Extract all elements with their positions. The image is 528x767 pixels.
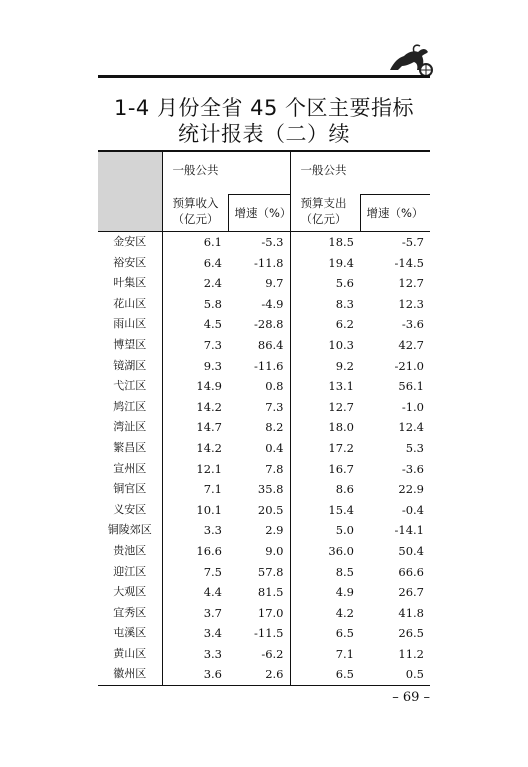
revenue-growth-value: -11.8 — [254, 255, 284, 270]
expenditure-value: 17.2 — [290, 438, 360, 459]
district-name: 贵池区 — [98, 541, 162, 562]
expenditure-growth-value: 5.3 — [405, 440, 424, 455]
expenditure-value: 8.3 — [290, 294, 360, 315]
revenue-growth-value: 17.0 — [257, 605, 284, 620]
revenue-growth-value: -28.8 — [254, 317, 284, 332]
revenue-growth-value: 2.6 — [228, 664, 290, 685]
table-row — [98, 397, 430, 418]
header-expenditure-line1: 一般公共 — [290, 151, 430, 195]
revenue-value: 14.2 — [196, 440, 222, 455]
header-revenue-label — [162, 195, 228, 232]
table-row — [98, 438, 430, 459]
expenditure-growth-value: 41.8 — [398, 605, 424, 620]
expenditure-growth-value: -0.4 — [401, 502, 424, 517]
district-name: 繁昌区 — [98, 438, 162, 459]
district-name: 花山区 — [98, 294, 162, 315]
table-row — [98, 479, 430, 500]
expenditure-value: 5.6 — [290, 273, 360, 294]
district-name: 大观区 — [98, 582, 162, 603]
expenditure-growth-value: -14.5 — [394, 255, 424, 270]
expenditure-growth-value: 56.1 — [398, 379, 424, 394]
expenditure-growth-value: 66.6 — [398, 564, 424, 579]
revenue-growth-value: -11.5 — [254, 626, 284, 641]
district-name: 铜陵郊区 — [98, 520, 162, 541]
district-name: 黄山区 — [98, 644, 162, 665]
table-row — [98, 459, 430, 480]
expenditure-value: 8.6 — [290, 479, 360, 500]
expenditure-growth-value: 12.3 — [398, 296, 424, 311]
revenue-growth-value: -5.3 — [261, 235, 284, 249]
table-row — [98, 664, 430, 685]
horse-carriage-logo — [384, 40, 436, 78]
revenue-value: 14.2 — [196, 399, 222, 414]
revenue-growth-value: 0.4 — [265, 440, 284, 455]
expenditure-growth-value: -21.0 — [394, 358, 424, 373]
expenditure-value: 36.0 — [290, 541, 360, 562]
table-row — [98, 500, 430, 521]
expenditure-growth-value: 12.4 — [398, 420, 424, 435]
header-revenue-line3: （亿元） — [172, 211, 219, 226]
revenue-growth-value: -4.9 — [261, 296, 284, 311]
revenue-growth-value: 20.5 — [257, 502, 284, 517]
header-expenditure-growth: 增速（%） — [360, 195, 430, 232]
expenditure-value: 13.1 — [290, 376, 360, 397]
revenue-value: 4.5 — [203, 317, 222, 332]
expenditure-growth-value: -3.6 — [401, 461, 424, 476]
district-name: 迎江区 — [98, 562, 162, 583]
revenue-growth-value: 0.8 — [265, 379, 284, 394]
expenditure-value: 6.5 — [290, 623, 360, 644]
expenditure-value: 8.5 — [290, 562, 360, 583]
revenue-value: 3.3 — [203, 646, 222, 661]
district-name: 宣州区 — [98, 459, 162, 480]
expenditure-growth-value: 26.5 — [398, 626, 424, 641]
page-title-line1: 1-4 月份全省 45 个区主要指标 — [113, 96, 415, 120]
revenue-value: 16.6 — [196, 543, 222, 558]
expenditure-value: 4.9 — [290, 582, 360, 603]
expenditure-value: 4.2 — [290, 603, 360, 624]
revenue-value: 2.4 — [203, 276, 222, 291]
table-row — [98, 623, 430, 644]
revenue-growth-value: 81.5 — [257, 585, 284, 600]
revenue-growth-value: 2.9 — [265, 523, 284, 538]
revenue-value: 9.3 — [203, 358, 222, 373]
page-number: – 69 – — [392, 690, 430, 705]
district-name: 屯溪区 — [98, 623, 162, 644]
revenue-value: 5.8 — [203, 296, 222, 311]
statistics-table — [98, 150, 430, 686]
expenditure-value: 9.2 — [290, 356, 360, 377]
table-row — [98, 314, 430, 335]
expenditure-value: 18.0 — [290, 417, 360, 438]
expenditure-growth-value: 26.7 — [398, 585, 424, 600]
table-row — [98, 273, 430, 294]
expenditure-value: 15.4 — [290, 500, 360, 521]
revenue-value: 7.3 — [203, 337, 222, 352]
revenue-growth-value: 7.8 — [265, 461, 284, 476]
district-name: 弋江区 — [98, 376, 162, 397]
district-name: 裕安区 — [98, 253, 162, 274]
district-name: 鸠江区 — [98, 397, 162, 418]
header-revenue-line2: 预算收入 — [172, 195, 219, 210]
table-row — [98, 356, 430, 377]
expenditure-growth-value: 11.2 — [398, 646, 424, 661]
district-name: 博望区 — [98, 335, 162, 356]
table-row — [98, 541, 430, 562]
revenue-growth-value: -11.6 — [254, 358, 284, 373]
district-name: 宜秀区 — [98, 603, 162, 624]
page-title-line2: 统计报表（二）续 — [178, 122, 350, 146]
expenditure-value: 7.1 — [290, 644, 360, 665]
district-name: 叶集区 — [98, 273, 162, 294]
revenue-value: 3.3 — [203, 523, 222, 538]
revenue-growth-value: 8.2 — [265, 420, 284, 435]
header-expenditure-line2: 预算支出 — [300, 195, 347, 210]
header-revenue-line1: 一般公共 — [172, 163, 219, 177]
expenditure-growth-value: 42.7 — [398, 337, 424, 352]
revenue-growth-value: 57.8 — [257, 564, 284, 579]
expenditure-growth-value: -3.6 — [401, 317, 424, 332]
table-row — [98, 335, 430, 356]
expenditure-growth-value: -5.7 — [401, 235, 424, 249]
expenditure-value: 10.3 — [290, 335, 360, 356]
expenditure-value: 6.5 — [290, 664, 360, 685]
header-expenditure-line3: （亿元） — [300, 211, 347, 226]
district-name: 义安区 — [98, 500, 162, 521]
table-row — [98, 232, 430, 253]
expenditure-growth-value: 12.7 — [398, 276, 424, 291]
table-row — [98, 376, 430, 397]
revenue-growth-value: 86.4 — [257, 337, 284, 352]
header-revenue-growth: 增速（%） — [228, 195, 290, 232]
revenue-value: 14.7 — [196, 420, 222, 435]
district-name: 金安区 — [98, 232, 162, 253]
table-row — [98, 520, 430, 541]
district-name: 镜湖区 — [98, 356, 162, 377]
district-name: 徽州区 — [98, 664, 162, 685]
revenue-value: 6.1 — [203, 235, 222, 249]
table-row — [98, 582, 430, 603]
district-name: 雨山区 — [98, 314, 162, 335]
expenditure-growth-value: 0.5 — [360, 664, 430, 685]
table-row — [98, 417, 430, 438]
revenue-value: 12.1 — [196, 461, 222, 476]
expenditure-value: 12.7 — [290, 397, 360, 418]
expenditure-growth-value: -14.1 — [394, 523, 424, 538]
table-row — [98, 294, 430, 315]
expenditure-growth-value: 22.9 — [398, 482, 424, 497]
district-name: 铜官区 — [98, 479, 162, 500]
expenditure-growth-value: 50.4 — [398, 543, 424, 558]
table-row — [98, 644, 430, 665]
table-row — [98, 253, 430, 274]
revenue-value: 10.1 — [196, 502, 222, 517]
revenue-value: 3.7 — [203, 605, 222, 620]
expenditure-value: 19.4 — [290, 253, 360, 274]
revenue-value: 14.9 — [196, 379, 222, 394]
revenue-growth-value: 7.3 — [265, 399, 284, 414]
table-row — [98, 562, 430, 583]
expenditure-value: 16.7 — [290, 459, 360, 480]
table-body — [98, 232, 430, 686]
expenditure-value: 5.0 — [290, 520, 360, 541]
expenditure-value: 6.2 — [290, 314, 360, 335]
revenue-value: 3.6 — [162, 664, 228, 685]
revenue-value: 7.5 — [203, 564, 222, 579]
top-rule — [98, 75, 430, 78]
revenue-value: 4.4 — [203, 585, 222, 600]
header-corner — [98, 151, 162, 232]
revenue-growth-value: 9.0 — [265, 543, 284, 558]
revenue-growth-value: -6.2 — [261, 646, 284, 661]
district-name: 湾沚区 — [98, 417, 162, 438]
revenue-growth-value: 35.8 — [257, 482, 284, 497]
revenue-value: 3.4 — [203, 626, 222, 641]
expenditure-growth-value: -1.0 — [401, 399, 424, 414]
revenue-value: 6.4 — [203, 255, 222, 270]
table-row — [98, 603, 430, 624]
header-expenditure-label — [290, 195, 360, 232]
expenditure-value: 18.5 — [290, 232, 360, 253]
revenue-growth-value: 9.7 — [265, 276, 284, 291]
revenue-value: 7.1 — [203, 482, 222, 497]
